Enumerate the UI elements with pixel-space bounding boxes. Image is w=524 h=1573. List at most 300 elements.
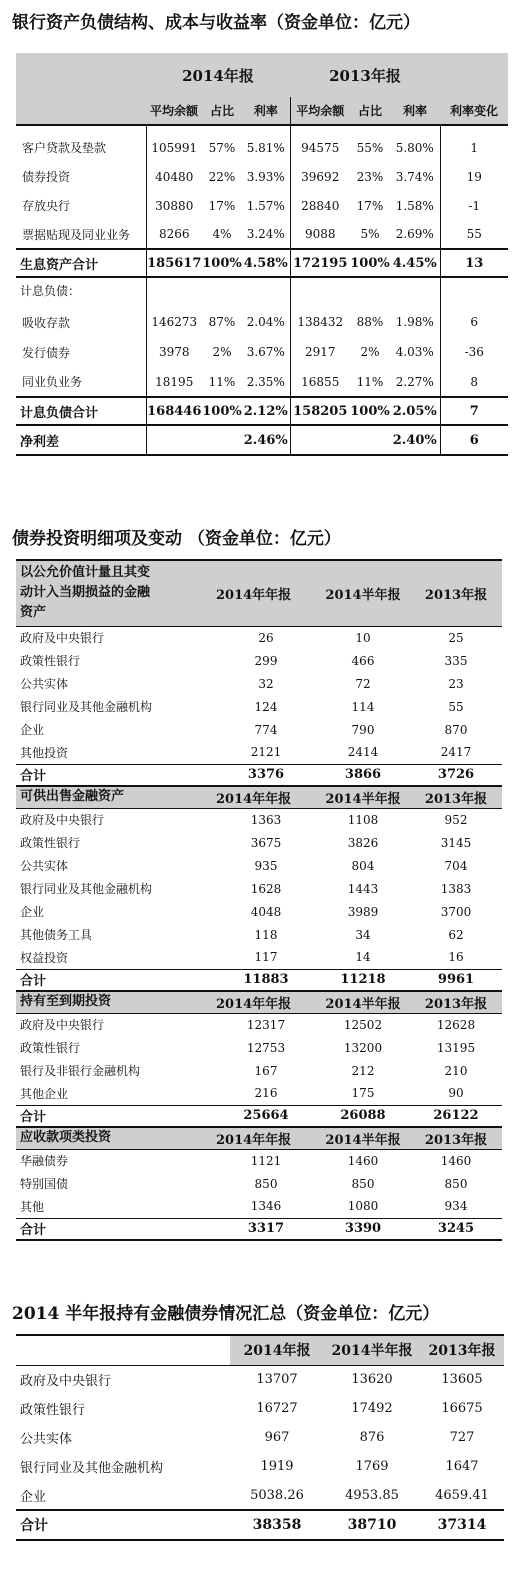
section-header-row	[16, 1127, 502, 1149]
avg-2013: 94575	[301, 140, 340, 155]
rate-2014: 3.24%	[242, 220, 290, 249]
column-header-col2: 2014半年报	[325, 1132, 401, 1148]
value-2: 876	[359, 1430, 385, 1445]
column-header-col1: 2014年报	[230, 1335, 324, 1365]
liability-row	[16, 307, 508, 337]
rate-2013: 4.03%	[390, 337, 440, 367]
rate-change: -1	[468, 198, 481, 213]
table1-column-header	[16, 97, 508, 125]
value-2: 13620	[351, 1372, 393, 1388]
value-2: 4953.85	[345, 1487, 399, 1503]
share-2014: 100%	[202, 403, 242, 419]
rate-change: 13	[465, 255, 484, 271]
rate-2013: 2.27%	[390, 367, 440, 397]
value-1: 13707	[256, 1372, 298, 1388]
column-header-rate: 利率	[253, 104, 278, 118]
data-row	[16, 1365, 504, 1394]
column-header-col2: 2014半年报	[325, 587, 401, 603]
total-value-3: 3726	[437, 767, 475, 783]
value-2: 466	[351, 653, 375, 668]
empty-cell	[202, 277, 242, 307]
header-spacer	[16, 1335, 230, 1365]
table1-year-header	[16, 53, 508, 97]
rate-change: 1	[470, 140, 479, 155]
avg-2014: 185617	[147, 255, 202, 271]
row-label: 债券投资	[16, 162, 146, 191]
rate-change: 55	[466, 227, 482, 241]
data-row	[16, 1172, 502, 1195]
row-label: 计息负债合计	[16, 397, 146, 425]
value-1: 16727	[256, 1401, 298, 1416]
avg-2013: 39692	[301, 169, 340, 184]
total-label: 合计	[20, 769, 47, 785]
total-row	[16, 764, 502, 786]
empty-cell	[290, 277, 350, 307]
section-header-row	[16, 991, 502, 1013]
value-3: 16	[448, 950, 464, 965]
row-label: 公共实体	[20, 677, 69, 691]
data-row	[16, 1481, 504, 1510]
data-row	[16, 626, 502, 649]
empty-cell	[146, 425, 202, 455]
total-label: 合计	[20, 1518, 48, 1534]
value-2: 1080	[347, 1199, 379, 1214]
total-value-1: 38358	[252, 1517, 302, 1533]
rate-change: 8	[470, 374, 479, 389]
total-label: 合计	[20, 1223, 47, 1239]
avg-2014: 40480	[155, 169, 194, 184]
value-2: 1460	[347, 1153, 379, 1168]
table3-title: 2014 半年报持有金融债券情况汇总（资金单位：亿元）	[12, 1304, 440, 1324]
empty-cell	[202, 425, 242, 455]
value-3: 870	[444, 722, 468, 737]
row-label: 净利差	[16, 425, 146, 455]
section-title-line: 资产	[20, 605, 47, 621]
liability-row	[16, 337, 508, 367]
row-label: 存放央行	[16, 191, 146, 220]
total-value-2: 26088	[340, 1108, 386, 1124]
column-header-col3: 2013年报	[424, 587, 488, 603]
net-interest-spread-row	[16, 425, 508, 455]
total-value-2: 3390	[344, 1221, 382, 1237]
row-label: 其他企业	[20, 1086, 69, 1101]
value-3: 55	[448, 699, 464, 714]
data-row	[16, 1195, 502, 1218]
value-2: 2414	[347, 745, 379, 760]
total-row	[16, 1510, 504, 1540]
value-3: 16675	[441, 1401, 483, 1416]
column-header-share: 占比	[209, 104, 234, 118]
rate-2013: 4.45%	[390, 249, 440, 277]
data-row	[16, 741, 502, 764]
value-2: 212	[351, 1063, 375, 1078]
rate-2013: 1.58%	[390, 191, 440, 220]
total-value-2: 11218	[340, 972, 386, 988]
column-header-col3: 2013年报	[424, 791, 488, 807]
rate-2013: 5.80%	[390, 133, 440, 162]
row-label: 公共实体	[20, 1432, 73, 1447]
row-label: 其他债务工具	[20, 928, 93, 942]
share-2014: 87%	[208, 315, 236, 329]
spacer	[16, 125, 508, 133]
column-header-col1: 2014年年报	[216, 587, 292, 603]
rate-2014: 2.35%	[242, 367, 290, 397]
value-1: 118	[254, 927, 278, 942]
total-value-1: 3376	[247, 767, 285, 783]
rate-2014: 4.58%	[242, 249, 290, 277]
column-header-avg: 平均余额	[149, 104, 198, 118]
asset-row	[16, 162, 508, 191]
table1-title: 银行资产负债结构、成本与收益率（资金单位：亿元）	[12, 13, 420, 33]
avg-2013: 16855	[301, 374, 340, 389]
value-2: 1769	[355, 1459, 389, 1474]
value-3: 952	[444, 812, 468, 827]
share-2014: 100%	[202, 255, 242, 271]
value-2: 13200	[343, 1040, 383, 1055]
share-2014: 22%	[208, 169, 236, 184]
row-label: 发行债券	[16, 337, 146, 367]
value-2: 1443	[347, 881, 379, 896]
share-2014: 57%	[208, 140, 236, 155]
total-row	[16, 1105, 502, 1127]
row-label: 公共实体	[20, 859, 69, 873]
share-2013: 55%	[356, 140, 384, 155]
section-title-line: 应收款项类投资	[20, 1130, 112, 1146]
asset-row	[16, 133, 508, 162]
row-label: 政策性银行	[20, 1403, 86, 1418]
total-value-3: 9961	[437, 972, 475, 988]
row-label: 生息资产合计	[16, 249, 146, 277]
row-label: 权益投资	[20, 950, 69, 965]
data-row	[16, 1013, 502, 1036]
avg-2014: 146273	[151, 315, 198, 329]
column-header-rate: 利率	[402, 104, 427, 118]
rate-change: 6	[470, 315, 479, 329]
liabilities-header-row	[16, 277, 508, 307]
data-row	[16, 1423, 504, 1452]
rate-2013: 2.40%	[390, 425, 440, 455]
data-row	[16, 672, 502, 695]
value-3: 3700	[440, 904, 472, 919]
value-1: 935	[254, 858, 278, 873]
value-1: 12753	[246, 1040, 286, 1055]
section-title-line: 动计入当期损益的金融	[20, 585, 151, 601]
value-3: 25	[448, 630, 464, 645]
empty-cell	[390, 277, 440, 307]
value-1: 1121	[250, 1153, 282, 1168]
value-2: 72	[355, 676, 371, 691]
value-3: 62	[448, 927, 464, 942]
row-label: 其他	[20, 1199, 45, 1214]
value-3: 1460	[440, 1153, 472, 1168]
avg-2014: 168446	[147, 403, 202, 419]
value-1: 167	[254, 1063, 278, 1078]
liability-row	[16, 367, 508, 397]
column-header-col1: 2014年年报	[216, 996, 292, 1012]
empty-cell	[350, 277, 390, 307]
avg-2013: 158205	[293, 403, 348, 419]
table3-header-row	[16, 1335, 504, 1365]
value-2: 17492	[351, 1401, 393, 1416]
value-3: 335	[444, 653, 468, 668]
total-label: 合计	[20, 1110, 47, 1126]
row-label: 吸收存款	[16, 307, 146, 337]
section-title-line: 可供出售金融资产	[20, 789, 125, 805]
rate-2014: 2.46%	[242, 425, 290, 455]
total-label: 合计	[20, 974, 47, 990]
column-header-change: 利率变化	[449, 104, 498, 118]
column-header-col3: 2013年报	[420, 1335, 504, 1365]
empty-cell	[290, 425, 350, 455]
rate-2014: 2.04%	[242, 307, 290, 337]
share-2013: 88%	[356, 315, 384, 329]
total-value-3: 3245	[437, 1221, 475, 1237]
avg-2014: 30880	[155, 198, 194, 213]
share-2014: 11%	[208, 374, 236, 389]
row-label: 客户贷款及垫款	[16, 133, 146, 162]
row-label: 企业	[20, 905, 45, 919]
value-2: 12502	[343, 1017, 383, 1032]
bond-investment-table	[16, 559, 502, 1241]
total-value-2: 38710	[347, 1517, 397, 1533]
rate-2013: 1.98%	[390, 307, 440, 337]
share-2013: 100%	[350, 255, 390, 271]
column-header-col2: 2014半年报	[325, 996, 401, 1012]
data-row	[16, 900, 502, 923]
share-2013: 17%	[356, 198, 384, 213]
value-3: 934	[444, 1199, 468, 1214]
rate-2014: 3.67%	[242, 337, 290, 367]
avg-2013: 138432	[297, 315, 344, 329]
share-2014: 17%	[208, 198, 236, 213]
rate-2013: 2.05%	[390, 397, 440, 425]
value-2: 804	[351, 858, 375, 873]
rate-change: -36	[464, 345, 484, 359]
data-row	[16, 649, 502, 672]
value-1: 4048	[250, 904, 282, 919]
value-1: 26	[258, 630, 274, 645]
value-3: 2417	[440, 745, 472, 760]
column-header-share: 占比	[357, 104, 382, 118]
row-label: 其他投资	[20, 745, 69, 760]
data-row	[16, 1149, 502, 1172]
rate-change: 7	[469, 403, 479, 419]
rate-2014: 2.12%	[242, 397, 290, 425]
row-label: 同业负业务	[16, 367, 146, 397]
data-row	[16, 1452, 504, 1481]
row-label: 政府及中央银行	[20, 813, 105, 828]
data-row	[16, 1036, 502, 1059]
value-3: 4659.41	[435, 1487, 489, 1503]
share-2013: 11%	[356, 374, 384, 389]
asset-row	[16, 220, 508, 249]
value-2: 14	[355, 950, 371, 965]
liabilities-header: 计息负债：	[16, 277, 146, 307]
share-2013: 5%	[360, 227, 380, 241]
data-row	[16, 1082, 502, 1105]
row-label: 银行同业及其他金融机构	[20, 882, 153, 896]
total-row	[16, 969, 502, 991]
row-label: 银行及非银行金融机构	[20, 1064, 141, 1078]
value-2: 3989	[347, 904, 379, 919]
row-label: 政府及中央银行	[20, 631, 105, 646]
value-1: 850	[254, 1176, 278, 1191]
share-2014: 2%	[212, 345, 232, 359]
value-1: 967	[264, 1430, 290, 1445]
value-1: 12317	[246, 1017, 286, 1032]
value-3: 210	[444, 1063, 468, 1078]
row-label: 政策性银行	[20, 836, 81, 850]
row-label: 企业	[20, 723, 45, 737]
value-3: 90	[448, 1086, 464, 1101]
value-1: 1363	[250, 812, 282, 827]
value-2: 3826	[347, 835, 379, 850]
data-row	[16, 695, 502, 718]
value-3: 13605	[441, 1372, 483, 1388]
row-label: 政策性银行	[20, 654, 81, 668]
total-value-3: 26122	[433, 1108, 479, 1124]
year-2013-header: 2013年报	[329, 66, 401, 85]
value-1: 3675	[250, 835, 282, 850]
column-header-col1: 2014年年报	[216, 791, 292, 807]
column-header-col3: 2013年报	[424, 1132, 488, 1148]
rate-change: 19	[466, 169, 482, 184]
row-label: 企业	[20, 1489, 47, 1505]
value-2: 1108	[347, 812, 379, 827]
share-2014: 4%	[212, 227, 232, 241]
avg-2013: 9088	[304, 227, 336, 241]
value-3: 1647	[445, 1459, 479, 1474]
column-header-avg: 平均余额	[290, 97, 350, 125]
value-1: 1628	[250, 881, 282, 896]
section-header-row	[16, 786, 502, 808]
avg-2014: 3978	[158, 345, 190, 359]
value-2: 850	[351, 1176, 375, 1191]
data-row	[16, 831, 502, 854]
value-1: 5038.26	[250, 1487, 304, 1503]
data-row	[16, 877, 502, 900]
data-row	[16, 1394, 504, 1423]
value-3: 850	[444, 1176, 468, 1191]
rate-2014: 5.81%	[242, 133, 290, 162]
value-3: 12628	[436, 1017, 476, 1032]
column-header-col3: 2013年报	[424, 996, 488, 1012]
avg-2013: 172195	[293, 255, 348, 271]
section-title-line: 以公允价值计量且其变	[20, 565, 151, 581]
value-2: 790	[351, 722, 375, 737]
avg-2014: 18195	[155, 374, 194, 389]
header-spacer	[16, 53, 146, 97]
total-value-1: 25664	[243, 1108, 289, 1124]
value-1: 32	[258, 676, 274, 691]
row-label: 银行同业及其他金融机构	[20, 1461, 164, 1476]
row-label: 政府及中央银行	[20, 1018, 105, 1033]
rate-2014: 1.57%	[242, 191, 290, 220]
total-value-3: 37314	[437, 1517, 487, 1533]
financial-bond-summary-table	[16, 1334, 504, 1541]
avg-2013: 28840	[301, 198, 340, 213]
header-spacer	[440, 53, 508, 97]
data-row	[16, 1059, 502, 1082]
data-row	[16, 718, 502, 741]
share-2013: 2%	[360, 345, 380, 359]
balance-sheet-table	[16, 53, 508, 456]
section-title-line: 持有至到期投资	[20, 994, 112, 1010]
total-value-1: 11883	[243, 972, 289, 988]
value-2: 114	[351, 699, 375, 714]
column-header-col2: 2014半年报	[324, 1335, 420, 1365]
value-3: 23	[448, 676, 464, 691]
avg-2014: 8266	[158, 227, 190, 241]
row-label: 政策性银行	[20, 1041, 81, 1055]
value-3: 13195	[436, 1040, 476, 1055]
column-header-col2: 2014半年报	[325, 791, 401, 807]
total-value-1: 3317	[247, 1221, 285, 1237]
value-3: 727	[449, 1430, 475, 1445]
value-2: 10	[355, 630, 371, 645]
column-header-col1: 2014年年报	[216, 1132, 292, 1148]
value-2: 34	[355, 927, 371, 942]
total-value-2: 3866	[344, 767, 382, 783]
share-2013: 100%	[350, 403, 390, 419]
avg-2013: 2917	[304, 345, 336, 359]
asset-row	[16, 191, 508, 220]
value-3: 1383	[440, 881, 472, 896]
value-3: 3145	[440, 835, 472, 850]
row-label: 华融债券	[20, 1154, 69, 1169]
table2-title: 债券投资明细项及变动 （资金单位：亿元）	[12, 529, 341, 549]
rate-change: 6	[469, 432, 479, 448]
rate-2013: 2.69%	[390, 220, 440, 249]
liabilities-total-row	[16, 397, 508, 425]
data-row	[16, 946, 502, 969]
section-header-row	[16, 560, 502, 626]
value-1: 117	[254, 950, 278, 965]
data-row	[16, 854, 502, 877]
section-title	[16, 991, 216, 1013]
empty-cell	[146, 277, 202, 307]
value-1: 124	[254, 699, 278, 714]
row-label: 票据贴现及同业业务	[16, 220, 146, 249]
value-1: 1919	[260, 1459, 294, 1474]
row-label: 政府及中央银行	[20, 1374, 112, 1390]
row-label: 银行同业及其他金融机构	[20, 700, 153, 714]
value-1: 299	[254, 653, 278, 668]
value-1: 2121	[250, 745, 282, 760]
avg-2014: 105991	[151, 140, 198, 155]
value-1: 774	[254, 722, 278, 737]
value-3: 704	[444, 858, 468, 873]
data-row	[16, 808, 502, 831]
section-title	[16, 560, 216, 626]
data-row	[16, 923, 502, 946]
assets-total-row	[16, 249, 508, 277]
total-row	[16, 1218, 502, 1240]
value-2: 175	[351, 1086, 375, 1101]
value-1: 1346	[250, 1199, 282, 1214]
empty-cell	[242, 277, 290, 307]
empty-cell	[350, 425, 390, 455]
year-2014-header: 2014年报	[182, 66, 254, 85]
section-title	[16, 786, 216, 808]
share-2013: 23%	[356, 169, 384, 184]
header-spacer	[16, 97, 146, 125]
empty-cell	[440, 277, 508, 307]
section-title	[16, 1127, 216, 1149]
rate-2013: 3.74%	[390, 162, 440, 191]
row-label: 特别国债	[20, 1177, 69, 1191]
rate-2014: 3.93%	[242, 162, 290, 191]
